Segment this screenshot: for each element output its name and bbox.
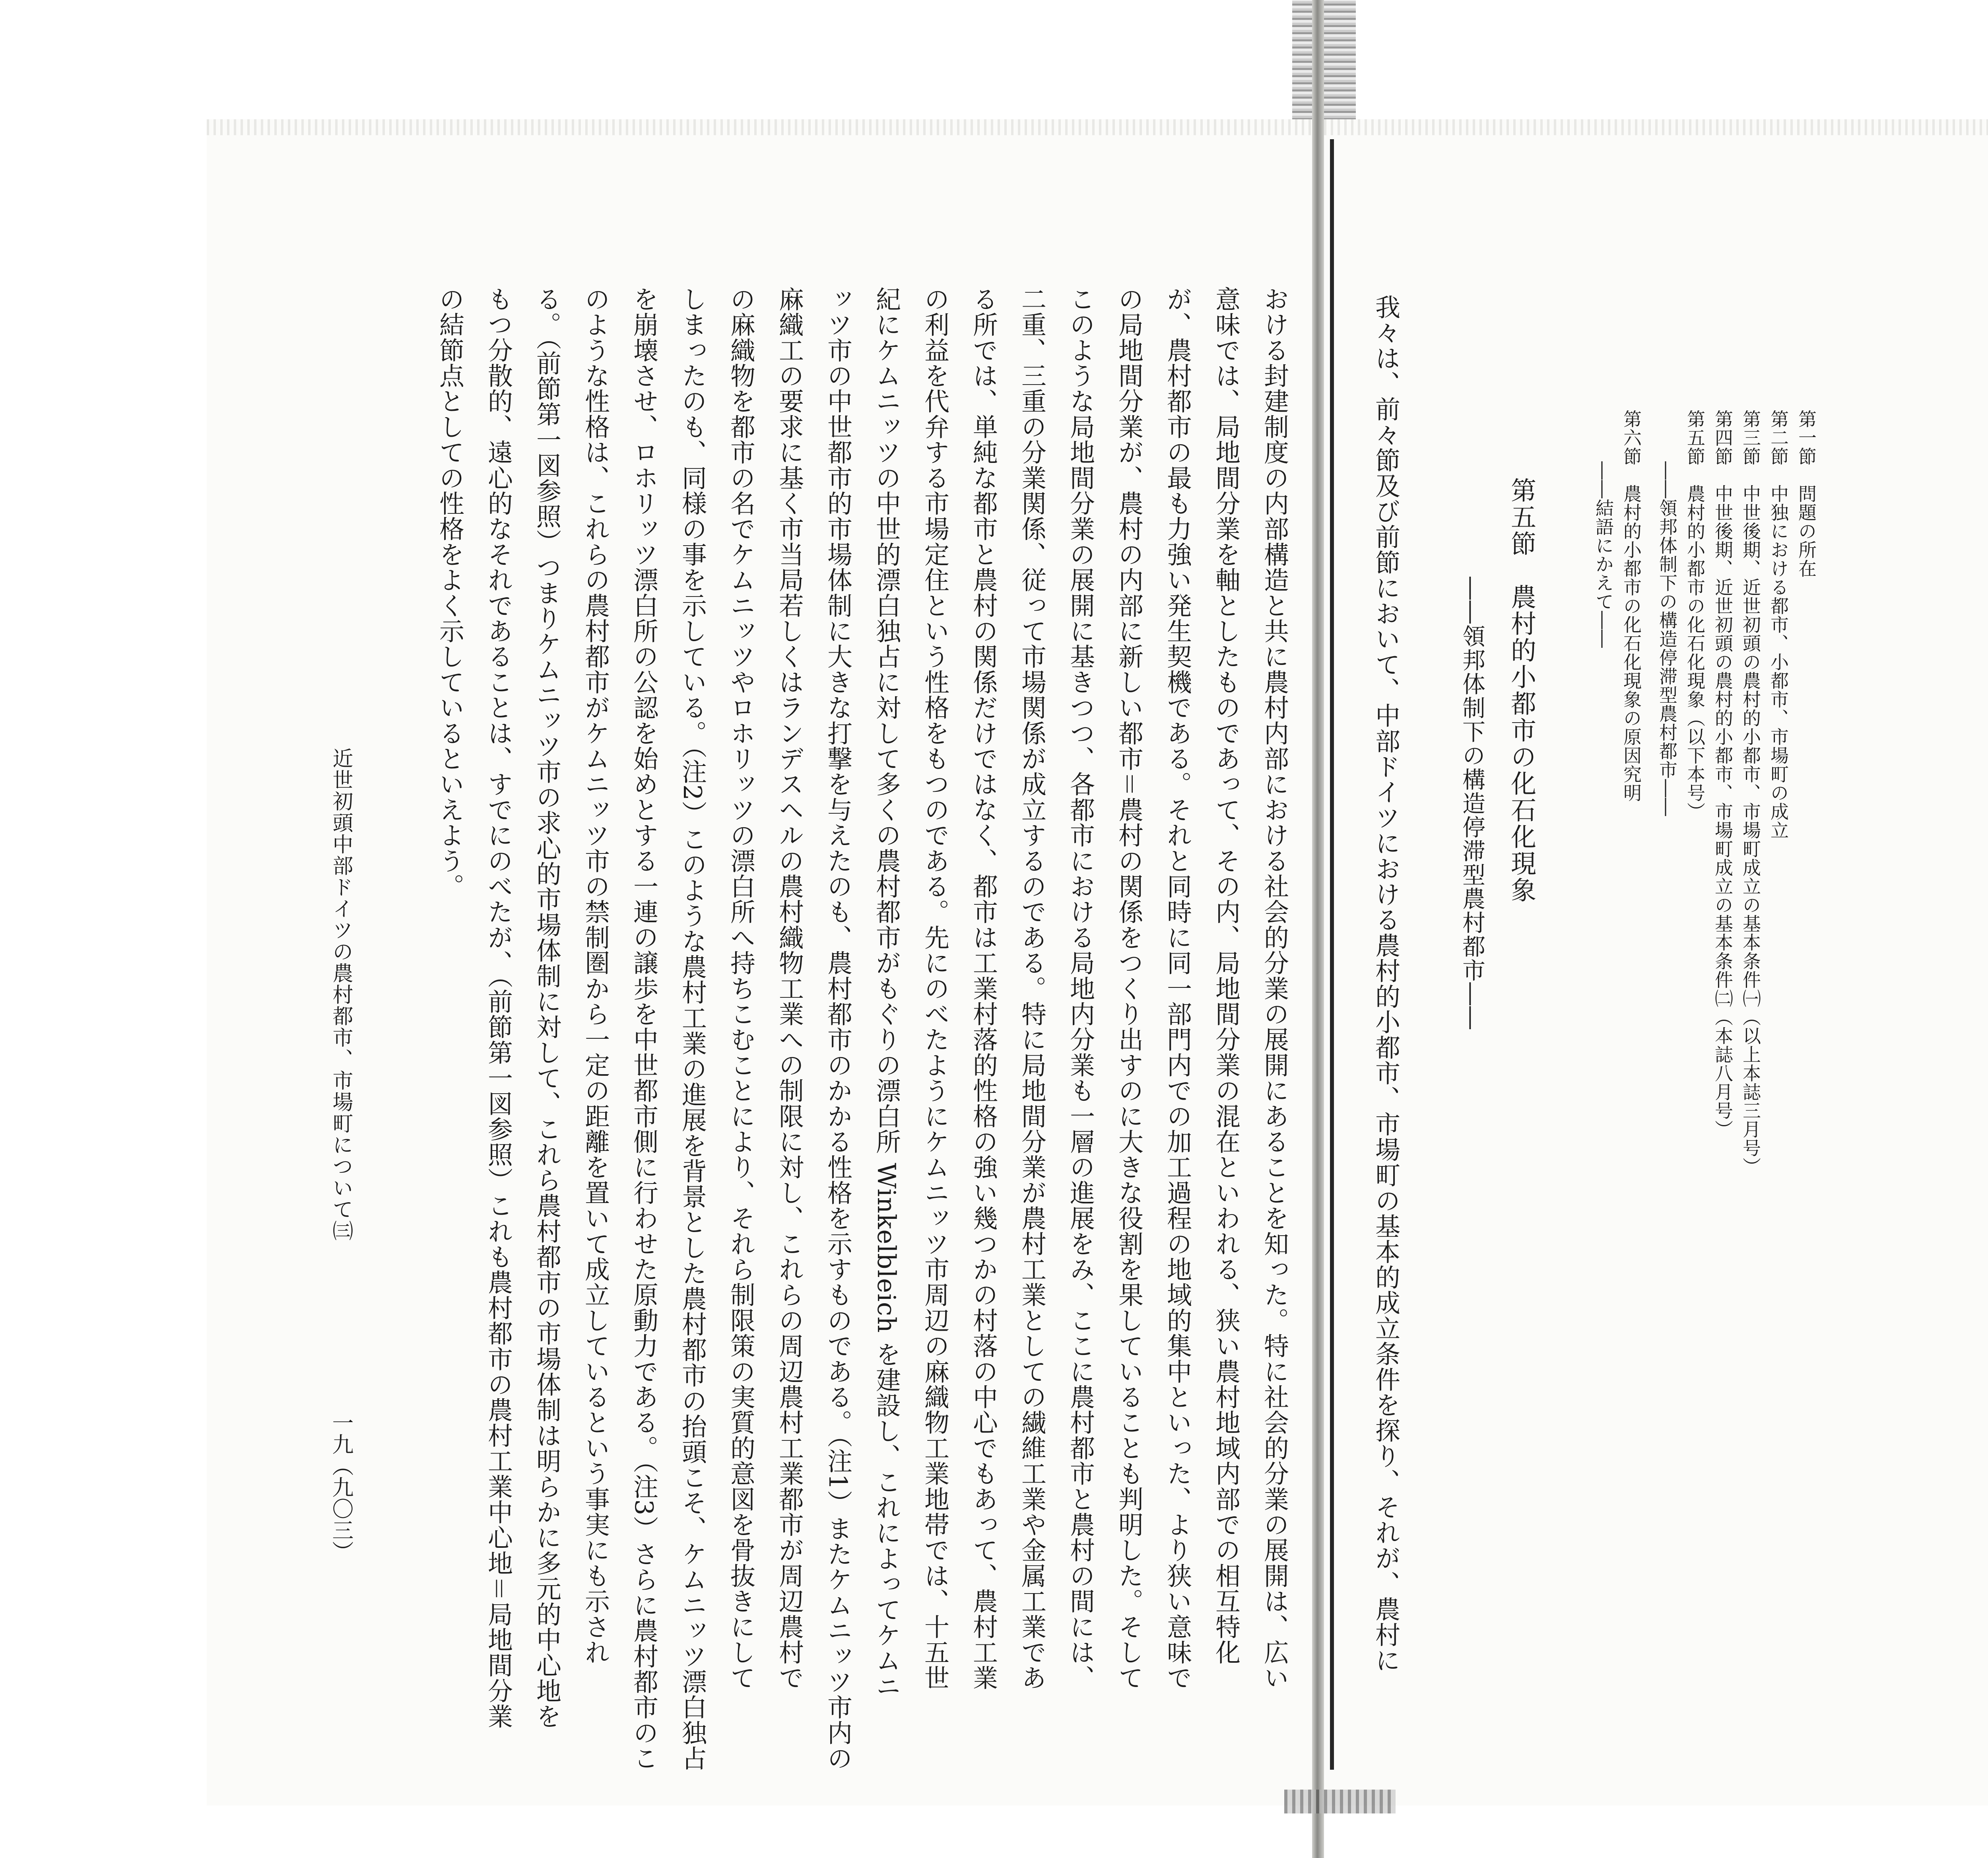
spine-shadow-top xyxy=(1292,0,1356,127)
body-text-line: を崩壊させ、ロホリッツ漂白所の公認を始めとする一連の譲歩を中世都市側に行わせた原動力である。（注3）さらに農村都市のこ xyxy=(629,286,658,1771)
toc-entry: ――領邦体制下の構造停滞型農村都市―― xyxy=(1656,461,1678,816)
right-page xyxy=(1324,119,1988,1806)
body-text-line: 二重、三重の分業関係、従って市場関係が成立するのである。特に局地間分業が農村工業としての繊維工業や金属工業であ xyxy=(1017,286,1046,1691)
body-text-line: る。（前節第一図参照）つまりケムニッツ市の求心的市場体制に対して、これら農村都市の市場体制は明らかに多元的中心地を xyxy=(532,286,561,1729)
section-subheading: ――領邦体制下の構造停滞型農村都市―― xyxy=(1458,577,1485,1030)
body-text-line: 麻織工の要求に基く市当局若しくはランデスヘルの農村織物工業への制限に対し、これらの周辺農村工業都市が周辺農村で xyxy=(775,286,804,1691)
book-spine xyxy=(1312,0,1324,1858)
body-text-line: 紀にケムニッツの中世的漂白独占に対して多くの農村都市がもぐりの漂白所 Winkelbleich を建設し、これによってケムニ xyxy=(872,286,901,1699)
toc-entry: 第二節 中独における都市、小都市、市場町の成立 xyxy=(1768,410,1789,840)
toc-entry: 第六節 農村的小都市の化石化現象の原因究明 xyxy=(1621,410,1642,802)
toc-entry: ――結語にかえて―― xyxy=(1593,461,1614,648)
page-edge-texture xyxy=(207,119,1312,135)
body-text-line: が、農村都市の最も力強い発生契機である。それと同時に同一部門内での加工過程の地域的集中といった、より狭い意味で xyxy=(1163,286,1192,1691)
page-edge-texture xyxy=(1324,119,1988,135)
spine-shadow-bottom xyxy=(1284,1790,1396,1813)
body-text-line: 我々は、前々節及び前節において、中部ドイツにおける農村的小都市、市場町の基本的成立条件を探り、それが、農村に xyxy=(1371,294,1400,1673)
toc-entry: 第五節 農村的小都市の化石化現象（以下本号） xyxy=(1684,410,1706,821)
body-text-line: もつ分散的、遠心的なそれであることは、すでにのべたが、（前節第一図参照）これも農村都市の農村工業中心地＝局地間分業 xyxy=(484,286,513,1729)
toc-entry: 第三節 中世後期、近世初頭の農村的小都市、市場町成立の基本条件㈠（以上本誌三月号） xyxy=(1740,410,1761,1176)
running-header: 近世初頭中部ドイツの農村都市、市場町について㈢ xyxy=(329,748,353,1242)
body-text-line: おける封建制度の内部構造と共に農村内部における社会的分業の展開にあることを知った。特に社会的分業の展開は、広い xyxy=(1260,286,1289,1691)
toc-entry: 第一節 問題の所在 xyxy=(1796,410,1817,578)
body-text-line: の結節点としての性格をよく示しているといえよう。 xyxy=(435,286,464,899)
section-heading: 第五節 農村的小都市の化石化現象 xyxy=(1507,477,1536,904)
body-text-line: の利益を代弁する市場定住という性格をもつのである。先にのべたようにケムニッツ市周辺の麻織物工業地帯では、十五世 xyxy=(920,286,949,1691)
body-text-line: しまったのも、同様の事を示している。（注2）このような農村工業の進展を背景とした農村都市の抬頭こそ、ケムニッツ漂白独占 xyxy=(678,286,707,1771)
body-text-line: の麻織物を都市の名でケムニッツやロホリッツの漂白所へ持ちこむことにより、それら制限策の実質的意図を骨抜きにして xyxy=(726,286,755,1691)
body-text-line: の局地間分業が、農村の内部に新しい都市＝農村の関係をつくり出すのに大きな役割を果していることも判明した。そして xyxy=(1114,286,1143,1691)
toc-entry: 第四節 中世後期、近世初頭の農村的小都市、市場町成立の基本条件㈡（本誌八月号） xyxy=(1712,410,1734,1139)
page-number-left: 一九（九〇三） xyxy=(329,1412,354,1562)
body-text-line: のような性格は、これらの農村都市がケムニッツ市の禁制圏から一定の距離を置いて成立しているという事実にも示され xyxy=(581,286,610,1665)
body-text-line: このような局地間分業の展開に基きつつ、各都市における局地内分業も一層の進展をみ、ここに農村都市と農村の間には、 xyxy=(1066,286,1095,1691)
body-text-line: ッツ市の中世都市的市場体制に大きな打撃を与えたのも、農村都市のかかる性格を示すものである。（注1）またケムニッツ市内の xyxy=(823,286,852,1771)
body-text-line: 意味では、局地間分業を軸としたものであって、その内、局地間分業の混在といわれる、狭い農村地域内部での相互特化 xyxy=(1211,286,1241,1665)
page-divider-rule xyxy=(1330,139,1334,1770)
body-text-line: る所では、単純な都市と農村の関係だけではなく、都市は工業村落的性格の強い幾つかの村落の中心でもあって、農村工業 xyxy=(969,286,998,1691)
